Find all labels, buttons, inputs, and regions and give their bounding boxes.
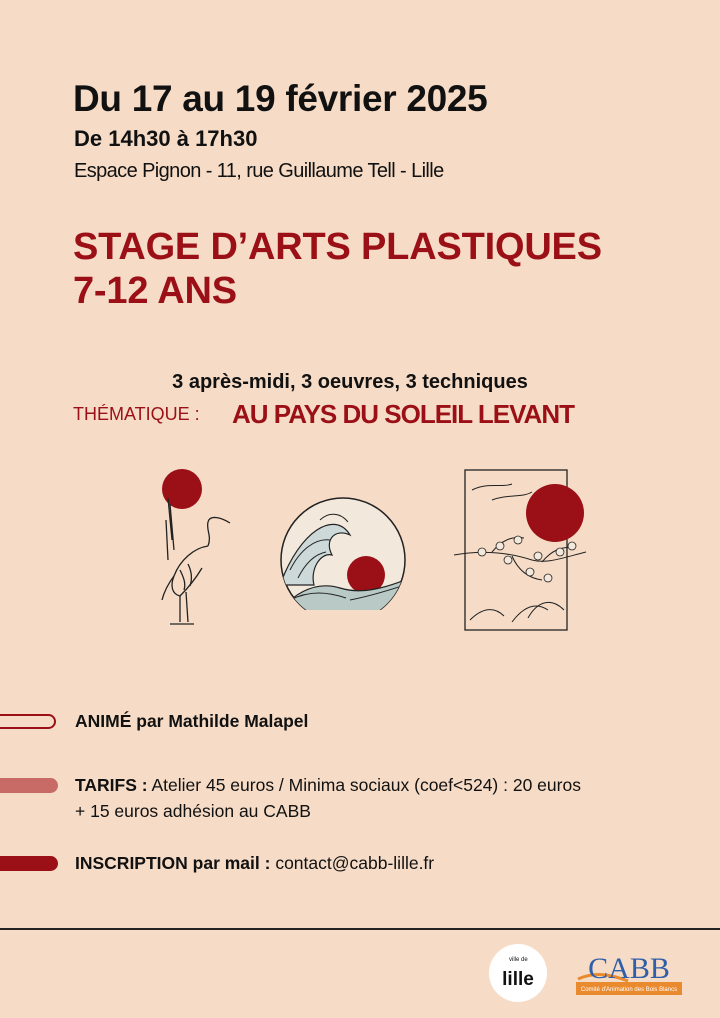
- cabb-logo: [576, 951, 682, 995]
- tarifs-line: [75, 775, 581, 796]
- heron-illustration: [150, 460, 240, 630]
- divider: [0, 928, 720, 930]
- tarifs-label: TARIFS :: [75, 775, 148, 795]
- ville-de-lille-logo: [489, 944, 547, 1002]
- cherry-blossom-illustration: [452, 460, 592, 635]
- event-date: Du 17 au 19 février 2025: [73, 78, 488, 119]
- theme-label: THÉMATIQUE :: [73, 404, 200, 424]
- lille-logo-small-text: ville de: [509, 957, 528, 963]
- event-time: De 14h30 à 17h30: [74, 126, 258, 151]
- cabb-logo-text: CABB: [588, 952, 670, 985]
- tagline: 3 après-midi, 3 oeuvres, 3 techniques: [172, 371, 528, 393]
- animator-line: [75, 711, 308, 732]
- bullet-light: [0, 778, 58, 793]
- inscription-label: INSCRIPTION par mail :: [75, 853, 271, 873]
- inscription-email[interactable]: contact@cabb-lille.fr: [275, 853, 435, 873]
- event-location: Espace Pignon - 11, rue Guillaume Tell - Lille: [74, 160, 444, 182]
- animator-label: ANIMÉ par: [75, 711, 164, 731]
- page-title-line2: 7-12 ANS: [73, 270, 237, 312]
- bullet-dark: [0, 856, 58, 871]
- cabb-logo-subtitle: Comité d'Animation des Bois Blancs: [580, 987, 678, 993]
- tarifs-extra: + 15 euros adhésion au CABB: [75, 801, 311, 821]
- great-wave-illustration: [280, 460, 410, 610]
- bullet-outline: [0, 714, 56, 729]
- tarifs-text: Atelier 45 euros / Minima sociaux (coef<524) : 20 euros: [151, 775, 581, 795]
- inscription-line: [75, 853, 434, 874]
- animator-name: Mathilde Malapel: [168, 711, 309, 731]
- lille-logo-text: lille: [502, 969, 534, 990]
- theme-value: AU PAYS DU SOLEIL LEVANT: [232, 399, 574, 429]
- page-title-line1: STAGE D’ARTS PLASTIQUES: [73, 226, 602, 268]
